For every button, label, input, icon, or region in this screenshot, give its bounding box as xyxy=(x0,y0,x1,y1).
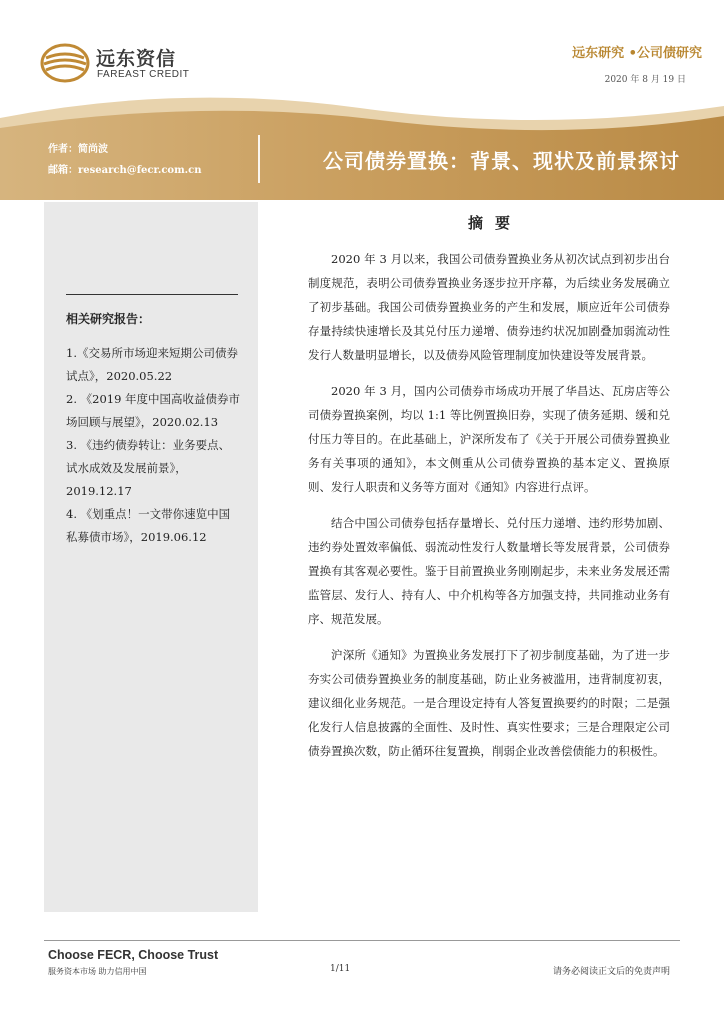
footer-subslogan: 服务资本市场 助力信用中国 xyxy=(48,967,147,976)
fareast-logo-icon xyxy=(40,42,90,84)
related-reports-heading: 相关研究报告： xyxy=(66,312,151,326)
company-logo xyxy=(40,42,200,92)
author: 作者：简尚波 xyxy=(48,144,108,155)
author-email: 邮箱：research@fecr.com.cn xyxy=(48,165,202,176)
abstract-title: 摘要 xyxy=(467,214,522,232)
disclaimer-note: 请务必阅读正文后的免责声明 xyxy=(552,967,670,977)
report-series: 远东研究 •公司债研究 xyxy=(572,46,702,61)
report-header xyxy=(0,0,724,200)
page-number: 1/11 xyxy=(330,964,351,974)
header-divider xyxy=(258,135,260,183)
logo-english-name: FAREAST CREDIT xyxy=(97,69,190,80)
sidebar-related-reports xyxy=(44,202,258,912)
logo-chinese-name: 远东资信 xyxy=(96,48,177,70)
related-report-item[interactable]: 2. 《2019 年度中国高收益债券市场回顾与展望》，2020.02.13 xyxy=(66,392,241,429)
related-report-item[interactable]: 4. 《划重点！一文带你速览中国私募债市场》，2019.06.12 xyxy=(66,507,231,544)
report-date: 2020 年 8 月 19 日 xyxy=(604,75,686,85)
header-wave-band xyxy=(0,88,724,200)
abstract-paragraph: 2020 年 3 月以来，我国公司债券置换业务从初次试点到初步出台制度规范，表明公司债券置换业务逐步拉开序幕，为后续业务发展确立了初步基础。我国公司债券置换业务的产生和发展，顺应近年公司债券存量持续快速增长及其兑付压力递增、债券违约状况加剧叠加弱流动性发行人数量明显增长，以及债券风险管理制度加快建设等发展背景。 xyxy=(308,252,670,362)
sidebar-rule xyxy=(66,294,238,295)
related-reports-list xyxy=(66,342,241,549)
abstract-paragraph: 2020 年 3 月，国内公司债券市场成功开展了华昌达、瓦房店等公司债券置换案例，均以 1:1 等比例置换旧券，实现了债务延期、缓和兑付压力等目的。在此基础上，沪深所发布了《关于开展公司债券置换业务有关事项的通知》，本文侧重从公司债券置换的基本定义、置换原则、发行人职责和义务等方面对《通知》内容进行点评。 xyxy=(308,384,670,494)
footer-rule xyxy=(44,940,680,941)
footer-slogan: Choose FECR, Choose Trust xyxy=(48,948,219,962)
abstract-section xyxy=(308,212,670,775)
related-report-item[interactable]: 1.《交易所市场迎来短期公司债券试点》，2020.05.22 xyxy=(66,346,238,383)
related-report-item[interactable]: 3. 《违约债券转让：业务要点、试水成效及发展前景》，2019.12.17 xyxy=(66,438,231,498)
abstract-paragraph: 结合中国公司债券包括存量增长、兑付压力递增、违约形势加剧、违约券处置效率偏低、弱流动性发行人数量增长等发展背景，公司债券置换有其客观必要性。鉴于目前置换业务刚刚起步，未来业务发展还需监管层、发行人、持有人、中介机构等各方加强支持，共同推动业务有序、规范发展。 xyxy=(308,516,670,626)
abstract-paragraph: 沪深所《通知》为置换业务发展打下了初步制度基础，为了进一步夯实公司债券置换业务的制度基础，防止业务被滥用，违背制度初衷，建议细化业务规范。一是合理设定持有人答复置换要约的时限；二是强化发行人信息披露的全面性、及时性、真实性要求；三是合理限定公司债券置换次数，防止循环往复置换，削弱企业改善偿债能力的积极性。 xyxy=(308,648,670,758)
report-title: 公司债券置换：背景、现状及前景探讨 xyxy=(323,149,680,173)
